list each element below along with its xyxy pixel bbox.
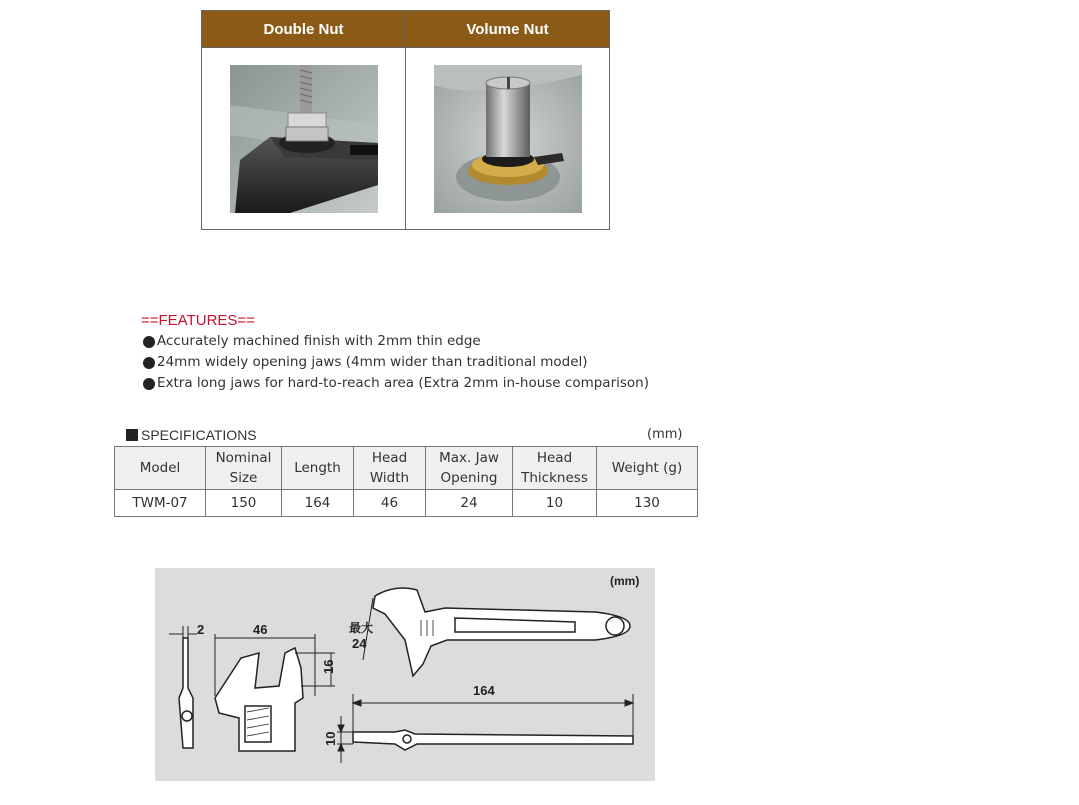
header-cell: Head Width bbox=[354, 447, 426, 490]
cell-max-jaw-opening: 24 bbox=[426, 490, 513, 517]
header-cell: Model bbox=[115, 447, 206, 490]
double-nut-column bbox=[202, 11, 405, 229]
volume-nut-header: Volume Nut bbox=[406, 11, 609, 48]
specifications-title bbox=[126, 427, 257, 443]
feature-text: Accurately machined finish with 2mm thin edge bbox=[157, 333, 481, 349]
table-row bbox=[115, 490, 698, 517]
specifications-unit: (mm) bbox=[647, 427, 683, 442]
feature-item bbox=[141, 352, 649, 373]
cell-weight: 130 bbox=[597, 490, 698, 517]
specifications-title-text: SPECIFICATIONS bbox=[141, 427, 257, 443]
dim-head-thickness: 10 bbox=[323, 731, 338, 746]
header-cell: Nominal Size bbox=[206, 447, 282, 490]
feature-text: Extra long jaws for hard-to-reach area (Extra 2mm in-house comparison) bbox=[157, 375, 649, 391]
wrench-dimension-drawing bbox=[155, 568, 655, 781]
nut-comparison-table bbox=[201, 10, 610, 230]
drawing-unit: (mm) bbox=[610, 574, 640, 588]
bullet-icon bbox=[143, 336, 155, 348]
feature-item bbox=[141, 331, 649, 352]
features-section bbox=[141, 310, 649, 394]
feature-item bbox=[141, 373, 649, 394]
double-nut-photo bbox=[230, 65, 378, 213]
feature-text: 24mm widely opening jaws (4mm wider than traditional model) bbox=[157, 354, 588, 370]
square-bullet-icon bbox=[126, 429, 138, 441]
header-cell: Weight (g) bbox=[597, 447, 698, 490]
bullet-icon bbox=[143, 357, 155, 369]
specifications-table bbox=[114, 446, 698, 517]
volume-nut-column bbox=[405, 11, 609, 229]
dim-edge-thickness: 2 bbox=[197, 622, 205, 637]
cell-head-width: 46 bbox=[354, 490, 426, 517]
header-cell: Head Thickness bbox=[513, 447, 597, 490]
table-header-row bbox=[115, 447, 698, 490]
cell-length: 164 bbox=[282, 490, 354, 517]
cell-model: TWM-07 bbox=[115, 490, 206, 517]
dim-length: 164 bbox=[473, 683, 495, 698]
header-cell: Length bbox=[282, 447, 354, 490]
dim-max-open: 24 bbox=[352, 636, 367, 651]
cell-head-thickness: 10 bbox=[513, 490, 597, 517]
bullet-icon bbox=[143, 378, 155, 390]
dim-max-label: 最大 bbox=[349, 621, 374, 635]
volume-nut-photo bbox=[434, 65, 582, 213]
cell-nominal-size: 150 bbox=[206, 490, 282, 517]
dim-jaw-depth: 16 bbox=[321, 659, 336, 674]
header-cell: Max. Jaw Opening bbox=[426, 447, 513, 490]
double-nut-header: Double Nut bbox=[202, 11, 405, 48]
features-title: ==FEATURES== bbox=[141, 312, 255, 329]
dim-head-width: 46 bbox=[253, 622, 268, 637]
